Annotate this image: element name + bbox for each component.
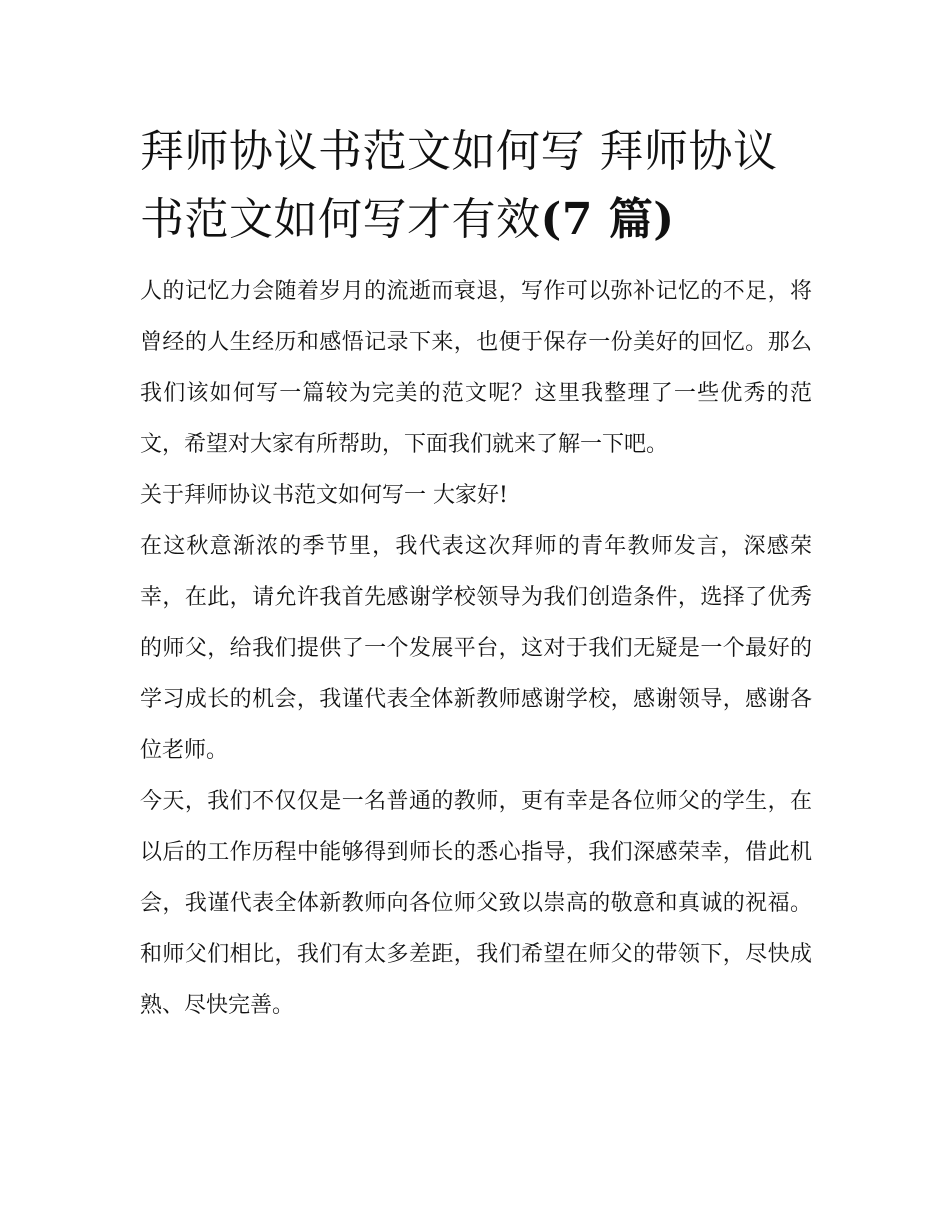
document-title bbox=[140, 118, 812, 254]
body-paragraph: 今天，我们不仅仅是一名普通的教师，更有幸是各位师父的学生，在以后的工作历程中能够得到师长的悉心指导，我们深感荣幸，借此机会，我谨代表全体新教师向各位师父致以崇高的敬意和真诚的祝福。和师父们相比，我们有太多差距，我们希望在师父的带领下，尽快成熟、尽快完善。 bbox=[140, 789, 812, 1018]
section-heading-paragraph: 关于拜师协议书范文如何写一 大家好! bbox=[140, 483, 508, 508]
document-title-suffix: (7 篇) bbox=[540, 194, 675, 245]
intro-paragraph: 人的记忆力会随着岁月的流逝而衰退，写作可以弥补记忆的不足，将曾经的人生经历和感悟记录下来，也便于保存一份美好的回忆。那么我们该如何写一篇较为完美的范文呢？这里我整理了一些优秀的范文，希望对大家有所帮助，下面我们就来了解一下吧。 bbox=[140, 279, 812, 457]
document-title-main: 拜师协议书范文如何写 拜师协议书范文如何写才有效 bbox=[140, 126, 778, 245]
body-paragraph: 在这秋意渐浓的季节里，我代表这次拜师的青年教师发言，深感荣幸，在此，请允许我首先感谢学校领导为我们创造条件，选择了优秀的师父，给我们提供了一个发展平台，这对于我们无疑是一个最好的学习成长的机会，我谨代表全体新教师感谢学校，感谢领导，感谢各位老师。 bbox=[140, 534, 812, 763]
document-body bbox=[140, 118, 812, 1031]
